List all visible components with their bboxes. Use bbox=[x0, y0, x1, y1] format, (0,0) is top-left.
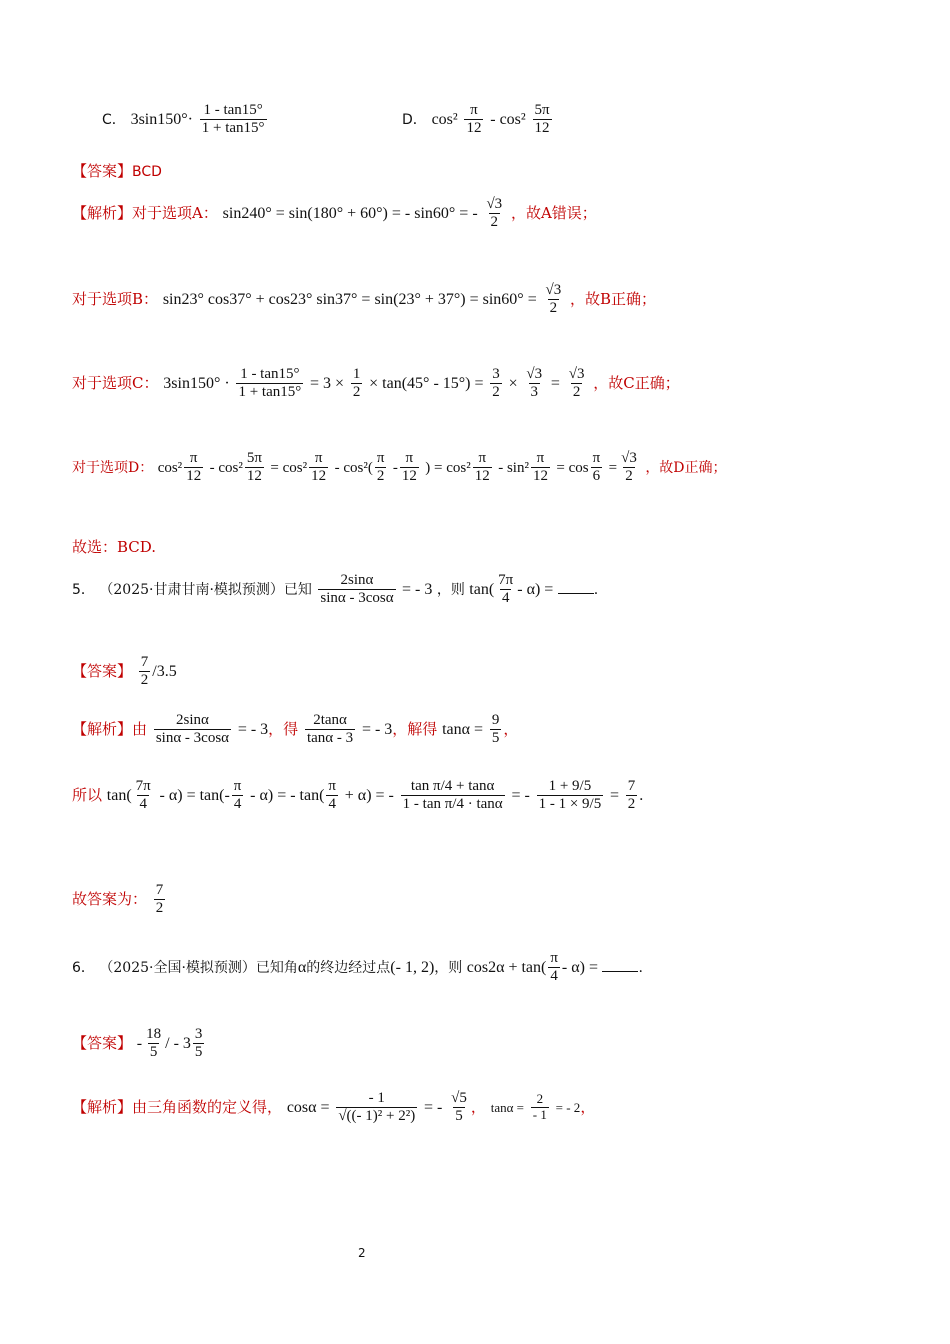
page-number: 2 bbox=[358, 1246, 366, 1260]
q5-number: 5． bbox=[72, 581, 95, 598]
q4-conclusion: 故选：BCD. bbox=[72, 538, 157, 556]
answer-blank bbox=[558, 579, 594, 594]
q5-question: 5． （2025·甘肃甘南·模拟预测）已知 $\frac{2\sin\alpha}{\sin\alpha - 3\cos\alpha}$ = - 3 ，则 tan( $\frac{7\pi}{4}$ - α) = . bbox=[72, 572, 599, 607]
option-d-label: D． bbox=[402, 111, 427, 128]
q5-derivation: 所以 tan( $\frac{7\pi}{4}$ - α) = tan(- $\frac{\pi}{4}$ - α) = - tan( $\frac{\pi}{4}$ + α) = - $\frac{\text{tan π/4 + tanα}}{\text{1 - tan π/4 · tanα}}$ = - $\frac{1 + 9/5}{1 - 1 \times 9/5}$ = $\frac{7}{2}$ . bbox=[72, 778, 644, 813]
q6-answer: 【答案】 - $\frac{18}{5}$ / - 3 $\frac{3}{5}$ bbox=[72, 1026, 203, 1061]
q6-analysis: 【解析】由三角函数的定义得， cosα = $\frac{- 1}{\text{√((- 1)² + 2²)}}$ = - $\frac{√5}{5}$ ， tanα = $\frac{2}{- 1}$ = - 2， bbox=[72, 1090, 596, 1125]
q5-answer: 【答案】 $\frac{7}{2}$ /3.5 bbox=[72, 654, 177, 689]
q6-question: 6． （2025·全国·模拟预测）已知角α的终边经过点(- 1, 2)，则 cos2α + tan( $\frac{\pi}{4}$ - α) = . bbox=[72, 950, 643, 985]
answer-blank bbox=[602, 957, 638, 972]
q4-analysis-a: 【解析】对于选项A： sin240° = sin(180° + 60°) = - sin60° = - $\frac{√3}{2}$ ，故A错误； bbox=[72, 196, 597, 231]
q4-analysis-c: 对于选项C： 3sin150° · $\frac{1 - \tan 15^\circ}{1 + \tan 15^\circ}$ = 3 × $\frac{1}{2}$ × tan(45° - 15°) = $\frac{3}{2}$ × $\frac{√3}{3}$ = $\frac{√3}{2}$ ，故C正确； bbox=[72, 366, 680, 401]
q4-analysis-d: 对于选项D： cos² $\frac{\pi}{12}$ - cos² $\frac{5\pi}{12}$ = cos² $\frac{\pi}{12}$ - cos²( $\frac{\pi}{2}$ - $\frac{\pi}{12}$ ) = cos² $\frac{\pi}{12}$ - sin² $\frac{\pi}{12}$ = cos $\frac{\pi}{6}$ = $\frac{√3}{2}$ ，故D正确； bbox=[72, 450, 727, 485]
option-c bbox=[102, 102, 269, 138]
q6-number: 6． bbox=[72, 959, 95, 976]
option-d: D． cos² $\frac{\pi}{12}$ - cos² $\frac{5\pi}{12}$ bbox=[402, 102, 550, 137]
option-c-fraction: $\frac{1 - \tan 15^\circ}{1 + \tan 15^\circ}$ bbox=[201, 102, 265, 137]
q4-analysis-b: 对于选项B： sin23° cos37° + cos23° sin37° = sin(23° + 37°) = sin60° = $\frac{√3}{2}$ ，故B正确； bbox=[72, 282, 657, 317]
q5-final: 故答案为： $\frac{7}{2}$ bbox=[72, 882, 164, 917]
analysis-tag: 【解析】 bbox=[72, 203, 133, 222]
option-c-label: C． bbox=[102, 111, 126, 128]
q5-analysis: 【解析】由 $\frac{2\sin\alpha}{\sin\alpha - 3\cos\alpha}$ = - 3，得 $\frac{2\tan\alpha}{\tan\alpha - 3}$ = - 3，解得 tanα = $\frac{9}{5}$ ， bbox=[72, 712, 519, 747]
option-c-expr: 3sin150°· bbox=[130, 110, 193, 128]
q4-answer: 【答案】BCD bbox=[72, 162, 162, 180]
